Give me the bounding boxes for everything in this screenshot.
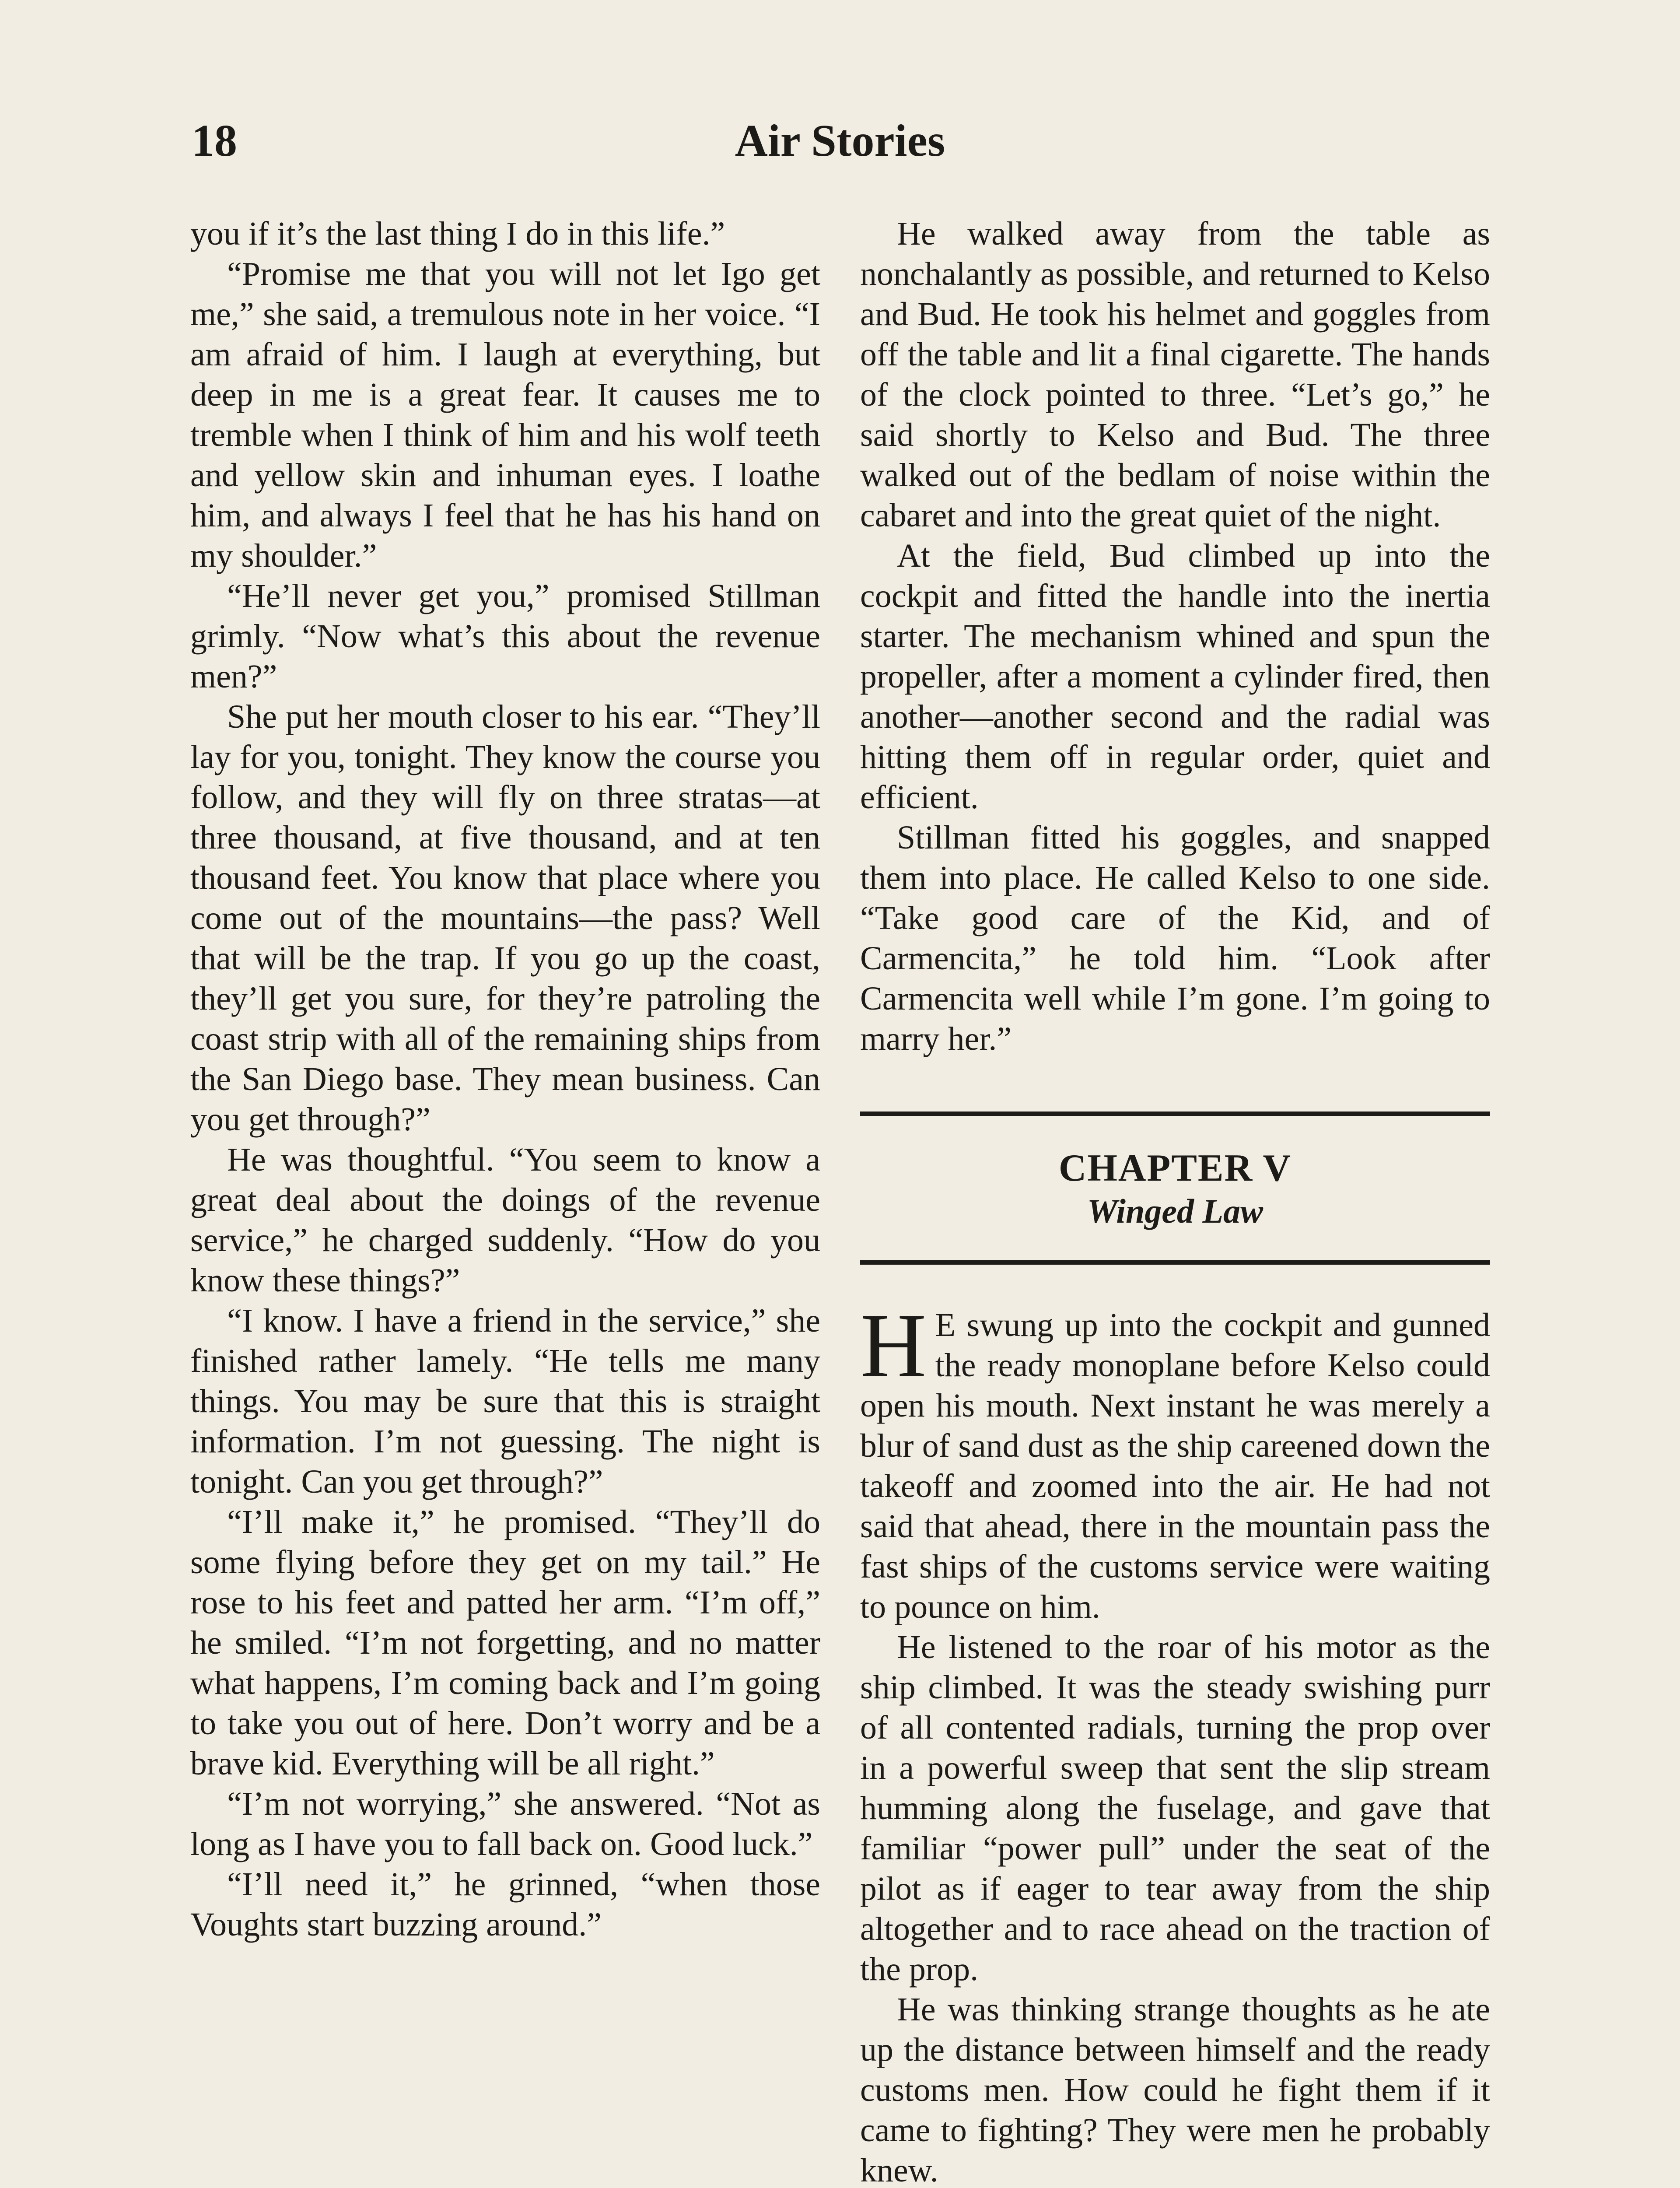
paragraph: He was thinking strange thoughts as he ate up the distance between himself and the ready customs men. How could he fight them if it came to fighting? They were men he probably knew. bbox=[860, 1991, 1490, 2188]
left-column bbox=[190, 214, 820, 1945]
chapter-rule-bottom bbox=[860, 1260, 1490, 1265]
paragraph: She put her mouth closer to his ear. “They’ll lay for you, tonight. They know the course you follow, and they will fly on three stratas—at three thousand, at five thousand, and at ten thousand feet. You know that place where you come out of the mountains—the pass? Well that will be the trap. If you go up the coast, they’ll get you sure, for they’re patroling the coast strip with all of the remaining ships from the San Diego base. They mean business. Can you get through?” bbox=[190, 698, 820, 1138]
chapter-subtitle: Winged Law bbox=[1087, 1192, 1264, 1230]
opening-paragraph-text: E swung up into the cockpit and gunned the ready monoplane before Kelso could open his mouth. Next instant he was merely a blur of sand dust as the ship careened down the takeoff and zoomed into the air. He had not said that ahead, there in the mountain pass the fast ships of the customs service were waiting to pounce on him. bbox=[860, 1307, 1490, 1625]
paragraph: “I’ll need it,” he grinned, “when those Voughts start buzzing around.” bbox=[190, 1866, 820, 1943]
paragraph: Stillman fitted his goggles, and snapped them into place. He called Kelso to one side. “Take good care of the Kid, and of Carmencita,” he told him. “Look after Carmencita well while I’m gone. I’m going to marry her.” bbox=[860, 819, 1490, 1057]
chapter-rule-top bbox=[860, 1112, 1490, 1116]
right-column bbox=[860, 214, 1490, 2188]
paragraph: “Promise me that you will not let Igo get me,” she said, a tremulous note in her voice. “I am afraid of him. I laugh at everything, but deep in me is a great fear. It causes me to tremble when I think of him and his wolf teeth and yellow skin and inhuman eyes. I loathe him, and always I feel that he has his hand on my shoulder.” bbox=[190, 256, 820, 574]
paragraph: He listened to the roar of his motor as the ship climbed. It was the steady swishing purr of all contented radials, turning the prop over in a powerful sweep that sent the slip stream humming along the fuselage, and gave that familiar “power pull” under the seat of the pilot as if eager to tear away from the ship altogether and to race ahead on the traction of the prop. bbox=[860, 1629, 1490, 1988]
running-head: Air Stories bbox=[735, 116, 945, 166]
paragraph: you if it’s the last thing I do in this life.” bbox=[190, 215, 725, 252]
paragraph: “I’ll make it,” he promised. “They’ll do some flying before they get on my tail.” He rose to his feet and patted her arm. “I’m off,” he smiled. “I’m not forgetting, and no matter what happens, I’m coming back and I’m going to take you out of here. Don’t worry and be a brave kid. Everything will be all right.” bbox=[190, 1504, 820, 1782]
paragraph: “He’ll never get you,” promised Stillman grimly. “Now what’s this about the revenue men?” bbox=[190, 578, 820, 695]
chapter-title: CHAPTER V bbox=[1058, 1147, 1292, 1189]
chapter-heading bbox=[860, 1147, 1490, 1232]
paragraph: At the field, Bud climbed up into the cockpit and fitted the handle into the inertia starter. The mechanism whined and spun the propeller, after a moment a cylinder fired, then another—another second and the radial was hitting them off in regular order, quiet and efficient. bbox=[860, 537, 1490, 816]
paragraph: He walked away from the table as nonchalantly as possible, and returned to Kelso and Bud. He took his helmet and goggles from off the table and lit a final cigarette. The hands of the clock pointed to three. “Let’s go,” he said shortly to Kelso and Bud. The three walked out of the bedlam of noise within the cabaret and into the great quiet of the night. bbox=[860, 215, 1490, 534]
paragraph: He was thoughtful. “You seem to know a great deal about the doings of the revenue service,” he charged suddenly. “How do you know these things?” bbox=[190, 1141, 820, 1299]
paragraph: “I know. I have a friend in the service,” she finished rather lamely. “He tells me many things. You may be sure that this is straight information. I’m not guessing. The night is tonight. Can you get through?” bbox=[190, 1302, 820, 1500]
paragraph: “I’m not worrying,” she answered. “Not as long as I have you to fall back on. Good luck.” bbox=[190, 1785, 820, 1862]
page-number: 18 bbox=[192, 116, 237, 166]
drop-cap: H bbox=[860, 1295, 927, 1396]
opening-paragraph bbox=[860, 1295, 1490, 1627]
